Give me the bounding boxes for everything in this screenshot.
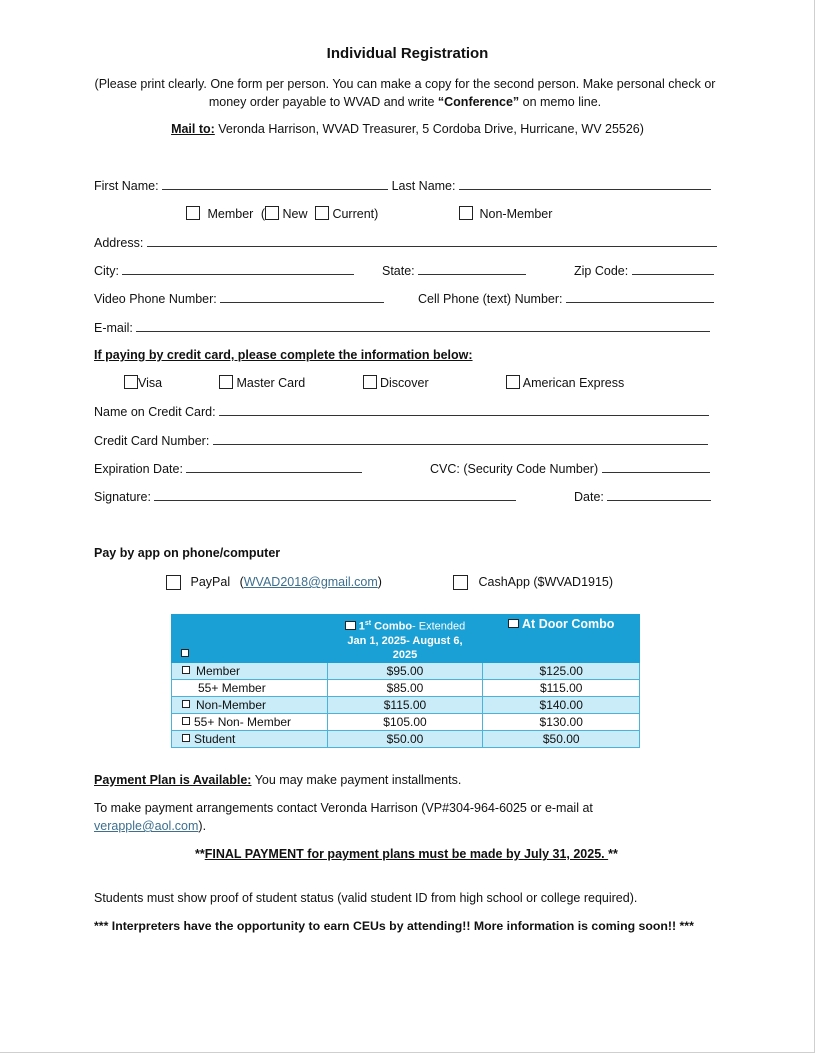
last-name-label: Last Name: (391, 179, 456, 193)
paypal-label: PayPal (190, 575, 231, 589)
mail-to-label: Mail to: (171, 122, 215, 136)
date-row (574, 489, 711, 504)
payment-plan-text: You may make payment installments. (251, 773, 462, 787)
city-field[interactable] (122, 263, 354, 275)
mastercard-option (219, 375, 305, 390)
paypal-close-paren: ) (377, 575, 382, 589)
state-label: State: (382, 264, 415, 278)
zip-row (574, 263, 714, 278)
student-door-price: $50.00 (483, 730, 640, 747)
senior-non-member-fee-label: 55+ Non- Member (194, 714, 292, 729)
cvc-field[interactable] (602, 461, 710, 473)
cashapp-option (453, 575, 613, 590)
student-note: Students must show proof of student status (valid student ID from high school or college required). (94, 891, 638, 905)
early-combo-sup: st (364, 620, 372, 627)
non-member-fee-label: Non-Member (196, 697, 267, 712)
new-label: New (282, 207, 308, 221)
email-field[interactable] (136, 320, 710, 332)
senior-non-member-fee-checkbox[interactable] (182, 717, 190, 725)
new-checkbox[interactable] (265, 206, 279, 220)
student-fee-checkbox[interactable] (182, 734, 190, 742)
paypal-checkbox[interactable] (166, 575, 181, 590)
card-number-row (94, 433, 708, 448)
credit-card-heading: If paying by credit card, please complete the information below: (94, 348, 473, 362)
state-row (382, 263, 526, 278)
fee-header-blank (172, 615, 328, 663)
name-on-card-label: Name on Credit Card: (94, 405, 216, 419)
fee-row-member (172, 662, 640, 679)
page-title: Individual Registration (326, 45, 489, 62)
fee-row-label (172, 696, 328, 713)
non-member-fee-checkbox[interactable] (182, 700, 190, 708)
expiration-label: Expiration Date: (94, 462, 183, 476)
student-fee-label: Student (194, 731, 236, 746)
door-combo-header (483, 615, 640, 663)
state-field[interactable] (418, 263, 526, 275)
instructions (90, 75, 720, 111)
member-checkbox[interactable] (186, 206, 200, 220)
instructions-text-end: on memo line. (519, 95, 602, 109)
paypal-option (166, 575, 382, 590)
early-combo-extended: - Extended (412, 620, 466, 633)
final-stars-left: ** (195, 847, 205, 861)
amex-label: American Express (522, 376, 625, 390)
memo-keyword: “Conference” (437, 95, 520, 109)
address-row (94, 235, 717, 250)
early-combo-title: Combo (371, 620, 413, 633)
fee-row-label (172, 730, 328, 747)
email-label: E-mail: (94, 321, 133, 335)
header-checkbox[interactable] (181, 649, 189, 657)
video-phone-field[interactable] (220, 291, 384, 303)
cell-phone-label: Cell Phone (text) Number: (418, 292, 563, 306)
interpreter-note: *** Interpreters have the opportunity to earn CEUs by attending!! More information is coming soon!! *** (94, 919, 694, 933)
address-label: Address: (94, 236, 144, 250)
first-name-row (94, 178, 711, 193)
address-field[interactable] (147, 235, 717, 247)
payment-contact: To make payment arrangements contact Veronda Harrison (VP#304-964-6025 or e-mail at (94, 801, 593, 815)
amex-option (506, 375, 624, 390)
fee-row-non-member (172, 696, 640, 713)
zip-field[interactable] (632, 263, 714, 275)
door-combo-checkbox[interactable] (508, 619, 519, 628)
payment-contact-email-row (94, 819, 206, 833)
payment-plan-heading: Payment Plan is Available: (94, 773, 252, 787)
final-payment-text: FINAL PAYMENT for payment plans must be made by July 31, 2025. (204, 847, 609, 861)
cell-phone-field[interactable] (566, 291, 714, 303)
non-member-door-price: $140.00 (483, 696, 640, 713)
early-combo-num: 1 (358, 620, 365, 633)
discover-option (363, 375, 429, 390)
member-fee-checkbox[interactable] (182, 666, 190, 674)
fee-table (171, 614, 640, 748)
member-label: Member (207, 207, 254, 221)
app-payment-heading: Pay by app on phone/computer (94, 546, 281, 560)
instructions-text: (Please print clearly. One form per person. You can make a copy for the second person. Make personal check or money order payable to WVAD and write (94, 77, 716, 109)
member-door-price: $125.00 (483, 662, 640, 679)
fee-table-header (172, 615, 640, 663)
current-label: Current) (332, 207, 379, 221)
non-member-combo-price: $115.00 (327, 696, 483, 713)
expiration-row (94, 461, 362, 476)
senior-non-member-door-price: $130.00 (483, 713, 640, 730)
mail-to-address: Veronda Harrison, WVAD Treasurer, 5 Cordoba Drive, Hurricane, WV 25526) (214, 122, 644, 136)
mail-to (0, 122, 815, 136)
senior-member-fee-label: 55+ Member (198, 680, 266, 695)
discover-label: Discover (380, 376, 429, 390)
final-stars-right: ** (608, 847, 618, 861)
fee-row-label (172, 662, 328, 679)
cashapp-label: CashApp ($WVAD1915) (478, 575, 614, 589)
visa-checkbox[interactable] (124, 375, 138, 389)
city-row (94, 263, 354, 278)
mastercard-label: Master Card (236, 376, 306, 390)
expiration-field[interactable] (186, 461, 362, 473)
student-combo-price: $50.00 (327, 730, 483, 747)
signature-label: Signature: (94, 490, 151, 504)
early-combo-checkbox[interactable] (345, 621, 356, 630)
card-number-label: Credit Card Number: (94, 434, 210, 448)
mastercard-checkbox[interactable] (219, 375, 233, 389)
senior-member-door-price: $115.00 (483, 679, 640, 696)
discover-checkbox[interactable] (363, 375, 377, 389)
amex-checkbox[interactable] (506, 375, 520, 389)
contact-suffix: ). (198, 819, 207, 833)
current-checkbox[interactable] (315, 206, 329, 220)
member-fee-label: Member (196, 663, 241, 678)
card-number-field[interactable] (213, 433, 708, 445)
cell-phone-row (418, 291, 714, 306)
paypal-open-paren: ( (239, 575, 244, 589)
final-payment-notice (195, 847, 618, 861)
member-combo-price: $95.00 (327, 662, 483, 679)
paypal-email-link[interactable]: WVAD2018@gmail.com (243, 575, 378, 589)
fee-row-55-non-member (172, 713, 640, 730)
non-member-checkbox[interactable] (459, 206, 473, 220)
early-combo-dates: Jan 1, 2025- August 6, 2025 (347, 634, 463, 661)
senior-non-member-combo-price: $105.00 (327, 713, 483, 730)
first-name-field[interactable] (162, 178, 388, 190)
city-label: City: (94, 264, 119, 278)
paren: ( (260, 207, 265, 221)
fee-row-55-member (172, 679, 640, 696)
non-member-label: Non-Member (479, 207, 553, 221)
cvc-label: CVC: (Security Code Number) (430, 462, 599, 476)
cashapp-checkbox[interactable] (453, 575, 468, 590)
first-name-label: First Name: (94, 179, 159, 193)
contact-email-link[interactable]: verapple@aol.com (94, 819, 199, 833)
non-member-option (459, 206, 552, 221)
date-field[interactable] (607, 489, 711, 501)
payment-plan (94, 773, 461, 787)
door-combo-title: At Door Combo (522, 617, 615, 631)
signature-field[interactable] (154, 489, 516, 501)
video-phone-row (94, 291, 384, 306)
name-on-card-field[interactable] (219, 404, 709, 416)
fee-row-label (172, 679, 328, 696)
signature-row (94, 489, 516, 504)
senior-member-combo-price: $85.00 (327, 679, 483, 696)
fee-row-student (172, 730, 640, 747)
membership-row (186, 206, 378, 221)
video-phone-label: Video Phone Number: (94, 292, 217, 306)
fee-row-label (172, 713, 328, 730)
visa-option (124, 375, 162, 390)
name-on-card-row (94, 404, 709, 419)
email-row (94, 320, 710, 335)
zip-label: Zip Code: (574, 264, 629, 278)
cvc-row (430, 461, 710, 476)
date-label: Date: (574, 490, 604, 504)
last-name-field[interactable] (459, 178, 711, 190)
visa-label: Visa (138, 376, 163, 390)
early-combo-header (327, 615, 483, 663)
